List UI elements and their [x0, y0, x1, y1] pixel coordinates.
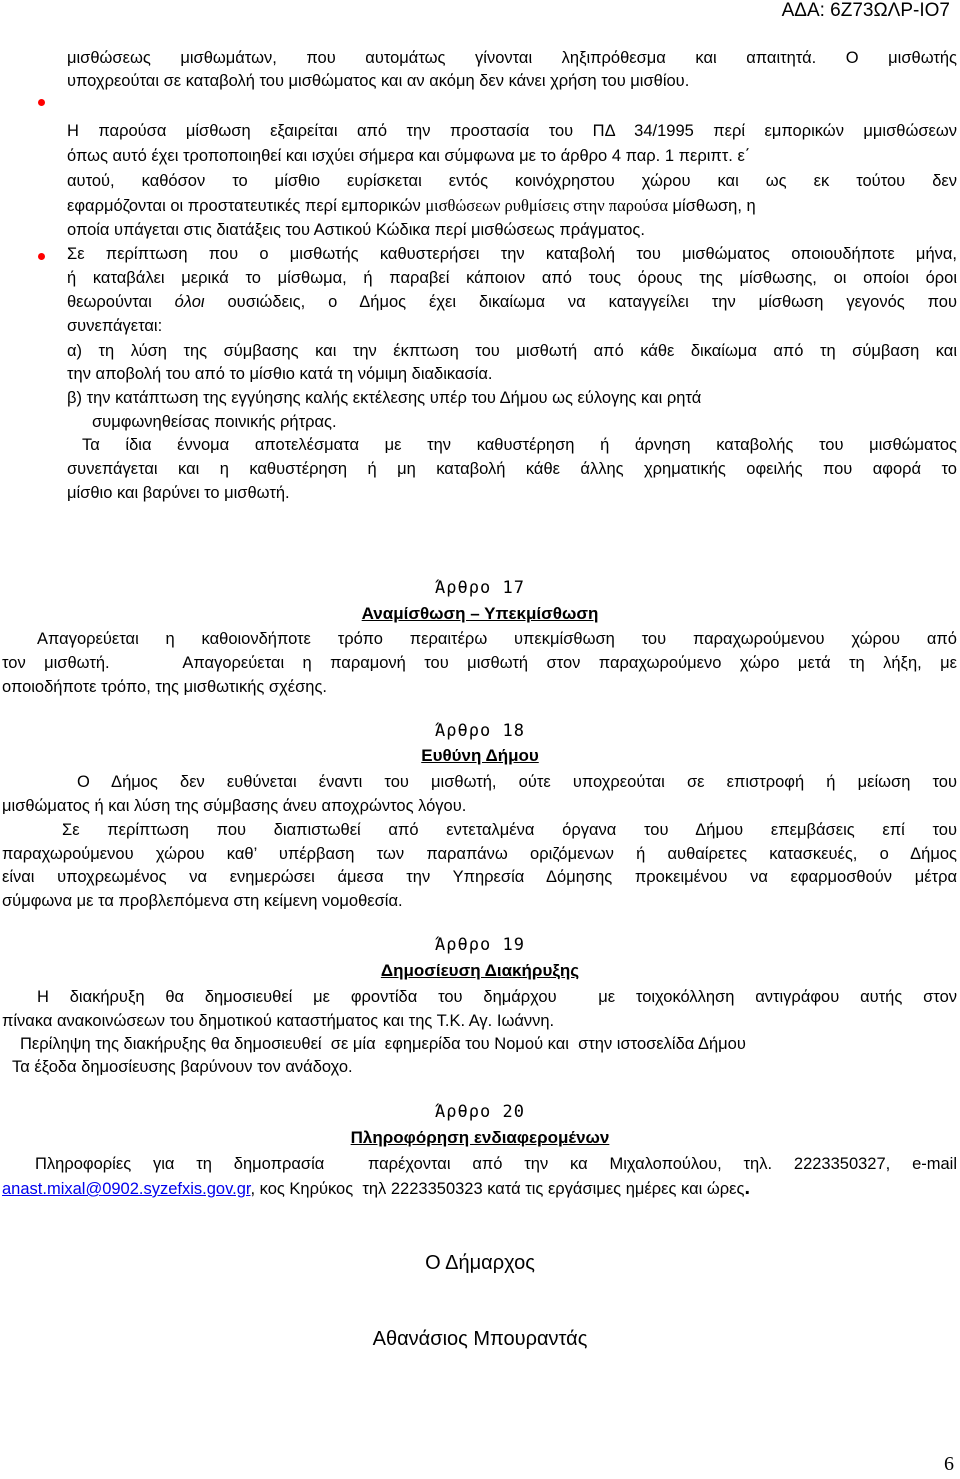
body-line: συνεπάγεται και η καθυστέρηση ή μη καταβολή κάθε άλλης χρηματικής οφειλής που αφορά το: [67, 460, 957, 478]
body-line: Σε περίπτωση που ο μισθωτής καθυστερήσει την καταβολή του μισθώματος οποιουδήποτε μήνα,: [67, 245, 957, 263]
body-line: υποχρεούται σε καταβολή του μισθώματος και αν ακόμη δεν κάνει χρήση του μισθίου.: [67, 72, 690, 90]
body-line: θεωρούνται όλοι ουσιώδεις, ο Δήμος έχει δικαίωμα να καταγγείλει την μίσθωση γεγονός που: [67, 293, 958, 311]
body-line: παραχωρούμενου χώρου καθ’ υπέρβαση των παραπάνω οριζόμενων ή αυθαίρετες κατασκευές, ο Δήμος: [2, 845, 957, 863]
signature-name: Αθανάσιος Μπουραντάς: [372, 1328, 588, 1350]
body-line: Απαγορεύεται η καθοιονδήποτε τρόπο περαιτέρω υπεκμίσθωση του παραχωρούμενου χώρου από: [37, 630, 957, 648]
bullet-icon: [38, 99, 45, 106]
body-line: μίσθιο και βαρύνει το μισθωτή.: [67, 484, 290, 502]
body-line: τον μισθωτή. Απαγορεύεται η παραμονή του μισθωτή στον παραχωρούμενο χώρο μετά τη λήξη, με: [2, 654, 957, 672]
body-line: όπως αυτό έχει τροποποιηθεί και ισχύει σήμερα και σύμφωνα με το άρθρο 4 παρ. 1 περιπτ. ε΄: [67, 147, 751, 165]
body-line: εφαρμόζονται οι προστατευτικές περί εμπορικών μισθώσεων ρυθμίσεις στην παρούσα μίσθωση, η: [67, 196, 756, 215]
article-heading: Άρθρο 19: [435, 935, 525, 955]
body-line: Τα ίδια έννομα αποτελέσματα με την καθυστέρηση ή άρνηση καταβολής του μισθώματος: [82, 436, 957, 454]
body-line: β) την κατάπτωση της εγγύησης καλής εκτέλεσης υπέρ του Δήμου ως εύλογης και ρητά: [67, 389, 702, 407]
body-line: Η διακήρυξη θα δημοσιευθεί με φροντίδα του δημάρχου με τοιχοκόλληση αντιγράφου αυτής στον: [37, 988, 957, 1006]
body-line: σύμφωνα με τα προβλεπόμενα στη κείμενη νομοθεσία.: [2, 892, 403, 910]
emphasis: όλοι: [174, 293, 205, 311]
body-line: είναι υποχρεωμένος να ενημερώσει άμεσα την Υπηρεσία Δόμησης προκειμένου να εφαρμοσθούν μέτρα: [2, 868, 957, 886]
article-title: Δημοσίευση Διακήρυξης: [380, 961, 580, 980]
signature-role: Ο Δήμαρχος: [425, 1252, 535, 1274]
body-line: συνεπάγεται:: [67, 317, 163, 335]
email-link[interactable]: anast.mixal@0902.syzefxis.gov.gr: [2, 1180, 251, 1198]
body-line: Πληροφορίες για τη δημοπρασία παρέχονται από την κα Μιχαλοπούλου, τηλ. 2223350327, e-mail: [35, 1155, 957, 1173]
body-line: αυτού, καθόσον το μίσθιο ευρίσκεται εντός κοινόχρηστου χώρου και ως εκ τούτου δεν: [67, 172, 957, 190]
body-line: ή καταβάλει μερικά το μίσθωμα, ή παραβεί κάποιον από τους όρους της μίσθωσης, οι οποίοι όροι: [67, 269, 957, 287]
body-line: οποία υπάγεται στις διατάξεις του Αστικού Κώδικα περί μισθώσεως πράγματος.: [67, 221, 645, 239]
body-line: Τα έξοδα δημοσίευσης βαρύνουν τον ανάδοχο.: [12, 1058, 353, 1076]
body-line: συμφωνηθείσας ποινικής ρήτρας.: [92, 413, 337, 431]
body-line: anast.mixal@0902.syzefxis.gov.gr, κος Κηρύκος τηλ 2223350323 κατά τις εργάσιμες ημέρες και ώρες.: [2, 1177, 751, 1199]
article-heading: Άρθρο 17: [435, 578, 525, 598]
body-line: α) τη λύση της σύμβασης και την έκπτωση του μισθωτή από κάθε δικαίωμα από τη σύμβαση και: [67, 342, 957, 360]
bullet-icon: [38, 253, 45, 260]
body-line: Σε περίπτωση που διαπιστωθεί από εντεταλμένα όργανα του Δήμου επεμβάσεις επί του: [62, 821, 957, 839]
article-title: Πληροφόρηση ενδιαφερομένων: [350, 1128, 610, 1147]
body-line: οποιοδήποτε τρόπο, της μισθωτικής σχέσης.: [2, 678, 328, 696]
article-title: Αναμίσθωση – Υπεκμίσθωση: [361, 604, 599, 623]
body-line: Η παρούσα μίσθωση εξαιρείται από την προστασία του ΠΔ 34/1995 περί εμπορικών μμισθώσεων: [67, 122, 957, 140]
body-line: Περίληψη της διακήρυξης θα δημοσιευθεί σε μία εφημερίδα του Νομού και στην ιστοσελίδα Δήμου: [20, 1035, 746, 1053]
serif-fragment: μισθώσεων ρυθμίσεις στην παρούσα: [425, 196, 668, 215]
article-title: Ευθύνη Δήμου: [421, 746, 539, 765]
body-line: μισθώσεως μισθωμάτων, που αυτομάτως γίνονται ληξιπρόθεσμα και απαιτητά. Ο μισθωτής: [67, 49, 957, 67]
ada-code: ΑΔΑ: 6Ζ73ΩΛΡ-ΙΟ7: [781, 0, 950, 21]
article-heading: Άρθρο 18: [435, 721, 525, 741]
body-line: Ο Δήμος δεν ευθύνεται έναντι του μισθωτή, ούτε υποχρεούται σε επιστροφή ή μείωση του: [77, 773, 957, 791]
body-line: πίνακα ανακοινώσεων του δημοτικού καταστήματος και της Τ.Κ. Αγ. Ιωάννη.: [2, 1012, 555, 1030]
body-line: την αποβολή του από το μίσθιο κατά τη νόμιμη διαδικασία.: [67, 365, 493, 383]
article-heading: Άρθρο 20: [435, 1102, 525, 1122]
page-number: 6: [944, 1453, 954, 1475]
body-line: μισθώματος ή και λύση της σύμβασης άνευ αποχρώντος λόγου.: [2, 797, 467, 815]
